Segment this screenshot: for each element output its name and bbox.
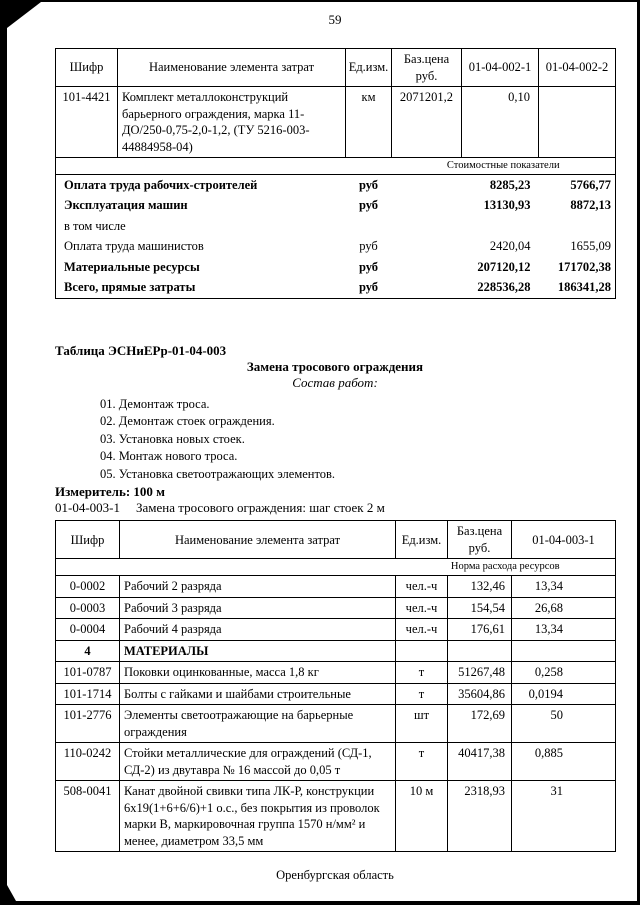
value-cell: 13,34: [512, 619, 616, 641]
spacer-cell: [392, 174, 462, 195]
table-01-04-002: [55, 48, 616, 299]
cost-label-cell: Оплата труда машинистов: [64, 239, 204, 254]
norm-item-line: [55, 500, 615, 516]
column-header: 01-04-002-2: [539, 49, 616, 87]
work-item: 03. Установка новых стоек.: [100, 431, 245, 446]
value-cell: 207120,12: [477, 259, 531, 274]
unit-cell: руб: [359, 239, 378, 254]
name-cell: Рабочий 3 разряда: [120, 597, 396, 619]
unit-cell: т: [396, 743, 448, 781]
column-header: Ед.изм.: [346, 49, 392, 87]
unit-cell: руб: [358, 280, 379, 295]
table-row: [56, 576, 616, 598]
table-row: [56, 743, 616, 781]
unit-cell: чел.-ч: [396, 597, 448, 619]
column-header: Ед.изм.: [396, 521, 448, 559]
cost-label-cell: Эксплуатация машин: [64, 198, 188, 213]
work-item: 05. Установка светоотражающих элементов.: [100, 466, 336, 481]
base-price-cell: 176,61: [448, 619, 512, 641]
name-cell: Поковки оцинкованные, масса 1,8 кг: [120, 662, 396, 684]
value-cell: [462, 216, 539, 237]
name-cell: Рабочий 4 разряда: [120, 619, 396, 641]
scan-artifact-bottom-left: [7, 885, 16, 901]
table-row: [56, 216, 616, 237]
value-cell: 0,885: [512, 743, 616, 781]
base-price-cell: [448, 640, 512, 662]
column-header: Шифр: [56, 521, 120, 559]
unit-cell: [396, 640, 448, 662]
base-price-cell: 51267,48: [448, 662, 512, 684]
column-header: Наименование элемента затрат: [120, 521, 396, 559]
unit-cell: руб: [358, 177, 379, 192]
cost-label-cell: Материальные ресурсы: [64, 259, 200, 274]
code-cell: 101-2776: [56, 705, 120, 743]
name-cell: Стойки металлические для ограждений (СД-1, СД-2) из двутавра № 16 массой до 0,05 т: [120, 743, 396, 781]
value-cell: 8285,23: [489, 177, 531, 192]
table-row: [56, 705, 616, 743]
code-cell: 110-0242: [56, 743, 120, 781]
value-cell: 50: [512, 705, 616, 743]
base-price-cell: 2318,93: [448, 781, 512, 852]
spacer-cell: [392, 257, 462, 278]
value-cell: 171702,38: [557, 259, 611, 274]
name-cell: Рабочий 2 разряда: [120, 576, 396, 598]
spacer-cell: [392, 216, 462, 237]
base-price-cell: 154,54: [448, 597, 512, 619]
column-header: Баз.цена руб.: [448, 521, 512, 559]
meter-label: Измеритель: 100 м: [55, 484, 166, 500]
base-price-cell: 172,69: [448, 705, 512, 743]
spacer-cell: [392, 195, 462, 216]
value-cell: 13,34: [512, 576, 616, 598]
table-row: [56, 257, 616, 278]
spacer-cell: [56, 559, 396, 576]
unit-cell: 10 м: [396, 781, 448, 852]
code-cell: 0-0002: [56, 576, 120, 598]
code-cell: 101-4421: [56, 87, 118, 158]
value-cell: [539, 216, 616, 237]
unit-cell: шт: [396, 705, 448, 743]
table-row: [56, 662, 616, 684]
value-cell: 31: [512, 781, 616, 852]
section-label: Норма расхода ресурсов: [396, 559, 616, 576]
section-header-row: [56, 158, 616, 175]
value-cell: 13130,93: [483, 198, 531, 213]
value-cell: 228536,28: [477, 280, 531, 295]
scan-artifact-top-left: [7, 2, 41, 28]
works-list: [55, 397, 615, 482]
cost-label-cell: Всего, прямые затраты: [64, 280, 196, 295]
table-row: [56, 781, 616, 852]
unit-cell: [346, 216, 392, 237]
work-item: 01. Демонтаж троса.: [100, 396, 210, 411]
table-row: [56, 619, 616, 641]
region-footer: Оренбургская область: [276, 868, 394, 883]
value-cell: 5766,77: [570, 177, 611, 192]
table-row: [56, 597, 616, 619]
value-cell: 2420,04: [489, 239, 531, 254]
value-cell: 1655,09: [570, 239, 611, 254]
value-cell: [512, 640, 616, 662]
unit-cell: чел.-ч: [396, 619, 448, 641]
spacer-cell: [56, 158, 392, 175]
name-cell: МАТЕРИАЛЫ: [120, 640, 396, 662]
name-cell: Болты с гайками и шайбами строительные: [120, 683, 396, 705]
code-cell: 101-0787: [56, 662, 120, 684]
value-cell: 0,0194: [512, 683, 616, 705]
table-row: [56, 174, 616, 195]
value-cell: 0,10: [462, 87, 539, 158]
section-title: Замена тросового ограждения: [246, 358, 424, 374]
cost-label-cell: Оплата труда рабочих-строителей: [64, 177, 258, 192]
table-row: [56, 683, 616, 705]
column-header: Наименование элемента затрат: [118, 49, 346, 87]
value-cell: 26,68: [512, 597, 616, 619]
code-cell: 0-0003: [56, 597, 120, 619]
table-label: Таблица ЭСНиЕРр-01-04-003: [55, 342, 227, 358]
cost-label-cell: в том числе: [64, 218, 126, 233]
base-price-cell: 132,46: [448, 576, 512, 598]
value-cell: 8872,13: [570, 198, 611, 213]
section-header-row: [56, 559, 616, 576]
norm-code: 01-04-003-1: [55, 500, 120, 516]
table-row: [56, 277, 616, 298]
base-price-cell: 35604,86: [448, 683, 512, 705]
base-price-cell: 40417,38: [448, 743, 512, 781]
column-header: 01-04-003-1: [512, 521, 616, 559]
unit-cell: руб: [358, 259, 379, 274]
work-item: 02. Демонтаж стоек ограждения.: [100, 414, 275, 429]
name-cell: Элементы светоотражающие на барьерные ограждения: [120, 705, 396, 743]
code-cell: 0-0004: [56, 619, 120, 641]
unit-cell: т: [396, 662, 448, 684]
unit-cell: т: [396, 683, 448, 705]
page-number: 59: [328, 12, 342, 27]
code-cell: 101-1714: [56, 683, 120, 705]
page-content: [7, 2, 637, 883]
table-group-row: [56, 640, 616, 662]
section-01-04-003: [55, 343, 615, 517]
value-cell: [539, 87, 616, 158]
section-label: Стоимостные показатели: [392, 158, 616, 175]
value-cell: 186341,28: [557, 280, 611, 295]
value-cell: 0,258: [512, 662, 616, 684]
unit-cell: руб: [358, 198, 379, 213]
column-header: Баз.цена руб.: [392, 49, 462, 87]
table-header-row: [56, 49, 616, 87]
table-01-04-003: [55, 520, 616, 852]
works-heading: Состав работ:: [292, 374, 378, 390]
unit-cell: чел.-ч: [396, 576, 448, 598]
table-header-row: [56, 521, 616, 559]
unit-cell: км: [346, 87, 392, 158]
code-cell: 4: [56, 640, 120, 662]
spacer-cell: [392, 277, 462, 298]
column-header: 01-04-002-1: [462, 49, 539, 87]
name-cell: Канат двойной свивки типа ЛК-Р, конструкции 6х19(1+6+6/6)+1 о.с., без покрытия из проволок марки В, маркировочная группа 1570 н/мм² и менее, диаметром 33,5 мм: [120, 781, 396, 852]
work-item: 04. Монтаж нового троса.: [100, 449, 238, 464]
column-header: Шифр: [56, 49, 118, 87]
table-row: [56, 236, 616, 257]
norm-description: Замена тросового ограждения: шаг стоек 2 м: [136, 500, 385, 516]
spacer-cell: [392, 236, 462, 257]
name-cell: Комплект металлоконструкций барьерного ограждения, марка 11-ДО/250-0,75-2,0-1,2, (ТУ 5216-003-44884958-04): [118, 87, 346, 158]
table-row: [56, 195, 616, 216]
base-price-cell: 2071201,2: [392, 87, 462, 158]
table-row: [56, 87, 616, 158]
code-cell: 508-0041: [56, 781, 120, 852]
